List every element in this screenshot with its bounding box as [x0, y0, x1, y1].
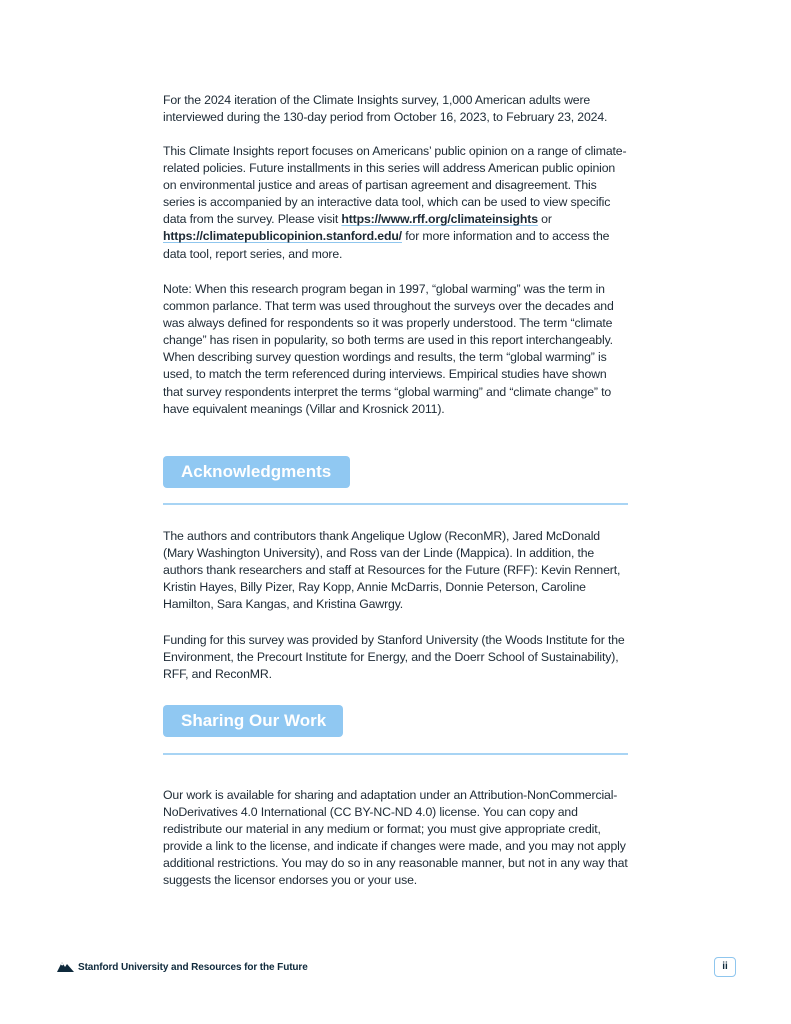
- intro-text-c: for more information and to access the data tool, report series, and more.: [163, 229, 610, 261]
- intro-text-a: This Climate Insights report focuses on Americans’ public opinion on a range of climate-related policies. Future installments in this series will address American public opinion on environmental justice and areas of partisan agreement and disagreement. This series is accompanied by an interactive data tool, which can be used to view specific data from the survey. Please visit: [163, 144, 627, 227]
- intro-paragraph-survey: For the 2024 iteration of the Climate Insights survey, 1,000 American adults were interviewed during the 130-day period from October 16, 2023, to February 23, 2024.: [163, 93, 608, 125]
- footer-organization: Stanford University and Resources for the Future: [78, 962, 308, 973]
- intro-text-b: or: [537, 212, 552, 227]
- page-number: ii: [714, 957, 736, 977]
- sharing-paragraph-license: Our work is available for sharing and adaptation under an Attribution-NonCommercial-NoDerivatives 4.0 International (CC BY-NC-ND 4.0) license. You can copy and redistribute our material in any medium or format; you must give appropriate credit, provide a link to the license, and indicate if changes were made, and you may not apply additional restrictions. You may do so in any reasonable manner, but not in any way that suggests the licensor endorses you or your use.: [163, 788, 628, 888]
- stanford-climate-opinion-link[interactable]: https://climatepublicopinion.stanford.edu/: [163, 229, 402, 244]
- intro-paragraph-note: Note: When this research program began in 1997, “global warming” was the term in common parlance. That term was used throughout the surveys over the decades and was always defined for respondents so it was properly understood. The term “climate change” has risen in popularity, so both terms are used in this report interchangeably. When describing survey question wordings and results, the term “global warming” is used, to match the term referenced during interviews. Empirical studies have shown that survey respondents interpret the terms “global warming” and “climate change” to have equivalent meanings (Villar and Krosnick 2011).: [163, 282, 614, 416]
- rff-climateinsights-link[interactable]: https://www.rff.org/climateinsights: [341, 212, 538, 227]
- mountain-logo-icon: [57, 961, 74, 972]
- sharing-heading: Sharing Our Work: [163, 705, 343, 737]
- sharing-divider: [163, 753, 628, 755]
- acknowledgments-divider: [163, 503, 628, 505]
- acknowledgments-paragraph-thanks: The authors and contributors thank Angelique Uglow (ReconMR), Jared McDonald (Mary Washington University), and Ross van der Linde (Mappica). In addition, the authors thank researchers and staff at Resources for the Future (RFF): Kevin Rennert, Kristin Hayes, Billy Pizer, Ray Kopp, Annie McDarris, Donnie Peterson, Caroline Hamilton, Sara Kangas, and Kristina Gawrgy.: [163, 529, 621, 612]
- acknowledgments-paragraph-funding: Funding for this survey was provided by Stanford University (the Woods Institute for the Environment, the Precourt Institute for Energy, and the Doerr School of Sustainability), RFF, and ReconMR.: [163, 633, 625, 682]
- acknowledgments-heading: Acknowledgments: [163, 456, 350, 488]
- intro-paragraph-report: [163, 143, 628, 263]
